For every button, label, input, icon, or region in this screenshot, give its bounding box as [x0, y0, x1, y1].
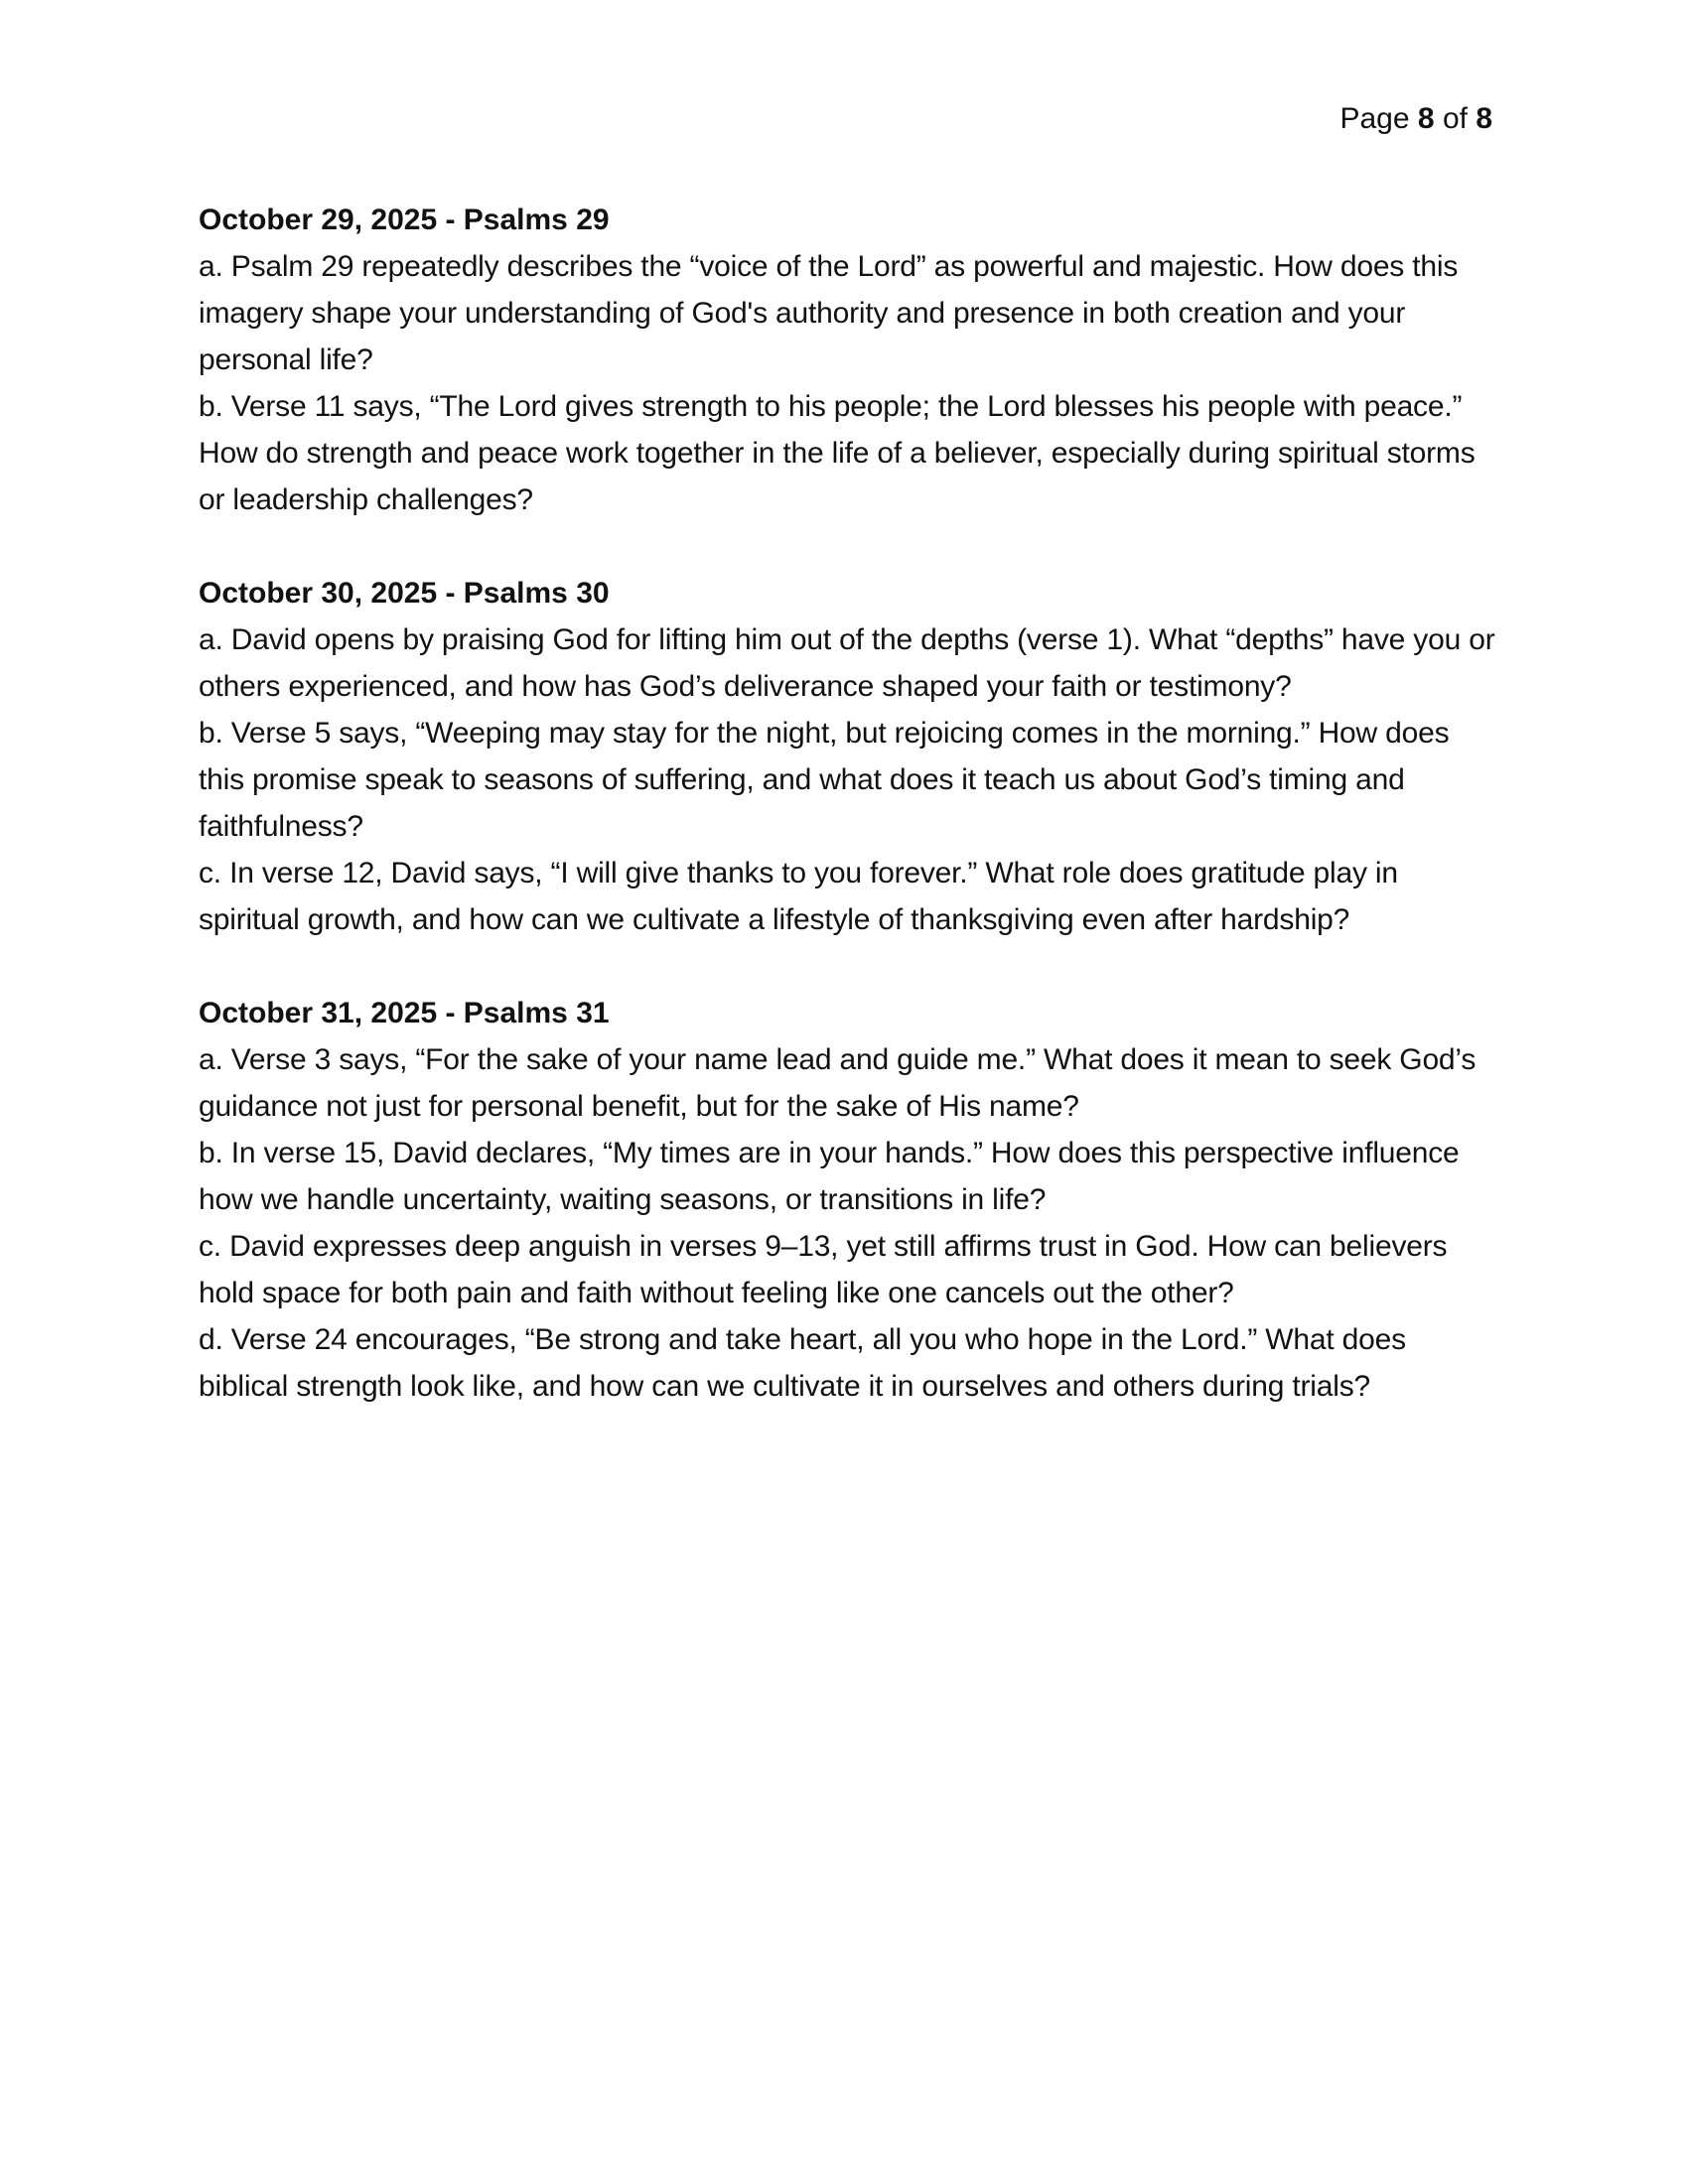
question-item: b. Verse 11 says, “The Lord gives strength to his people; the Lord blesses his people with peace.” How do strength and peace work together in the life of a believer, especially during spiritual storms or leadership challenges?	[199, 390, 1476, 516]
section-psalms-29	[199, 197, 1499, 523]
page-of: of	[1442, 102, 1468, 135]
page-number	[1339, 99, 1492, 139]
section-heading: October 31, 2025 - Psalms 31	[199, 997, 610, 1029]
section-psalms-30	[199, 570, 1499, 943]
question-item: c. David expresses deep anguish in verses 9–13, yet still affirms trust in God. How can believers hold space for both pain and faith without feeling like one cancels out the other?	[199, 1230, 1448, 1309]
page-prefix: Page	[1339, 102, 1410, 135]
section-heading: October 29, 2025 - Psalms 29	[199, 204, 610, 236]
question-item: a. David opens by praising God for lifting him out of the depths (verse 1). What “depths” have you or others experienced, and how has God’s deliverance shaped your faith or testimony?	[199, 623, 1495, 703]
page-total: 8	[1476, 102, 1492, 135]
question-item: d. Verse 24 encourages, “Be strong and take heart, all you who hope in the Lord.” What does biblical strength look like, and how can we cultivate it in ourselves and others during trials?	[199, 1323, 1406, 1403]
question-item: a. Psalm 29 repeatedly describes the “voice of the Lord” as powerful and majestic. How does this imagery shape your understanding of God's authority and presence in both creation and your personal life?	[199, 250, 1459, 376]
question-item: b. In verse 15, David declares, “My times are in your hands.” How does this perspective influence how we handle uncertainty, waiting seasons, or transitions in life?	[199, 1137, 1460, 1216]
document-body	[199, 197, 1499, 1456]
question-item: b. Verse 5 says, “Weeping may stay for the night, but rejoicing comes in the morning.” How does this promise speak to seasons of suffering, and what does it teach us about God’s timing and faithfulness?	[199, 717, 1450, 843]
section-heading: October 30, 2025 - Psalms 30	[199, 577, 610, 610]
section-psalms-31	[199, 990, 1499, 1410]
question-item: a. Verse 3 says, “For the sake of your name lead and guide me.” What does it mean to seek God’s guidance not just for personal benefit, but for the sake of His name?	[199, 1043, 1477, 1123]
page-current: 8	[1417, 102, 1435, 135]
question-item: c. In verse 12, David says, “I will give thanks to you forever.” What role does gratitude play in spiritual growth, and how can we cultivate a lifestyle of thanksgiving even after hardship?	[199, 857, 1398, 936]
